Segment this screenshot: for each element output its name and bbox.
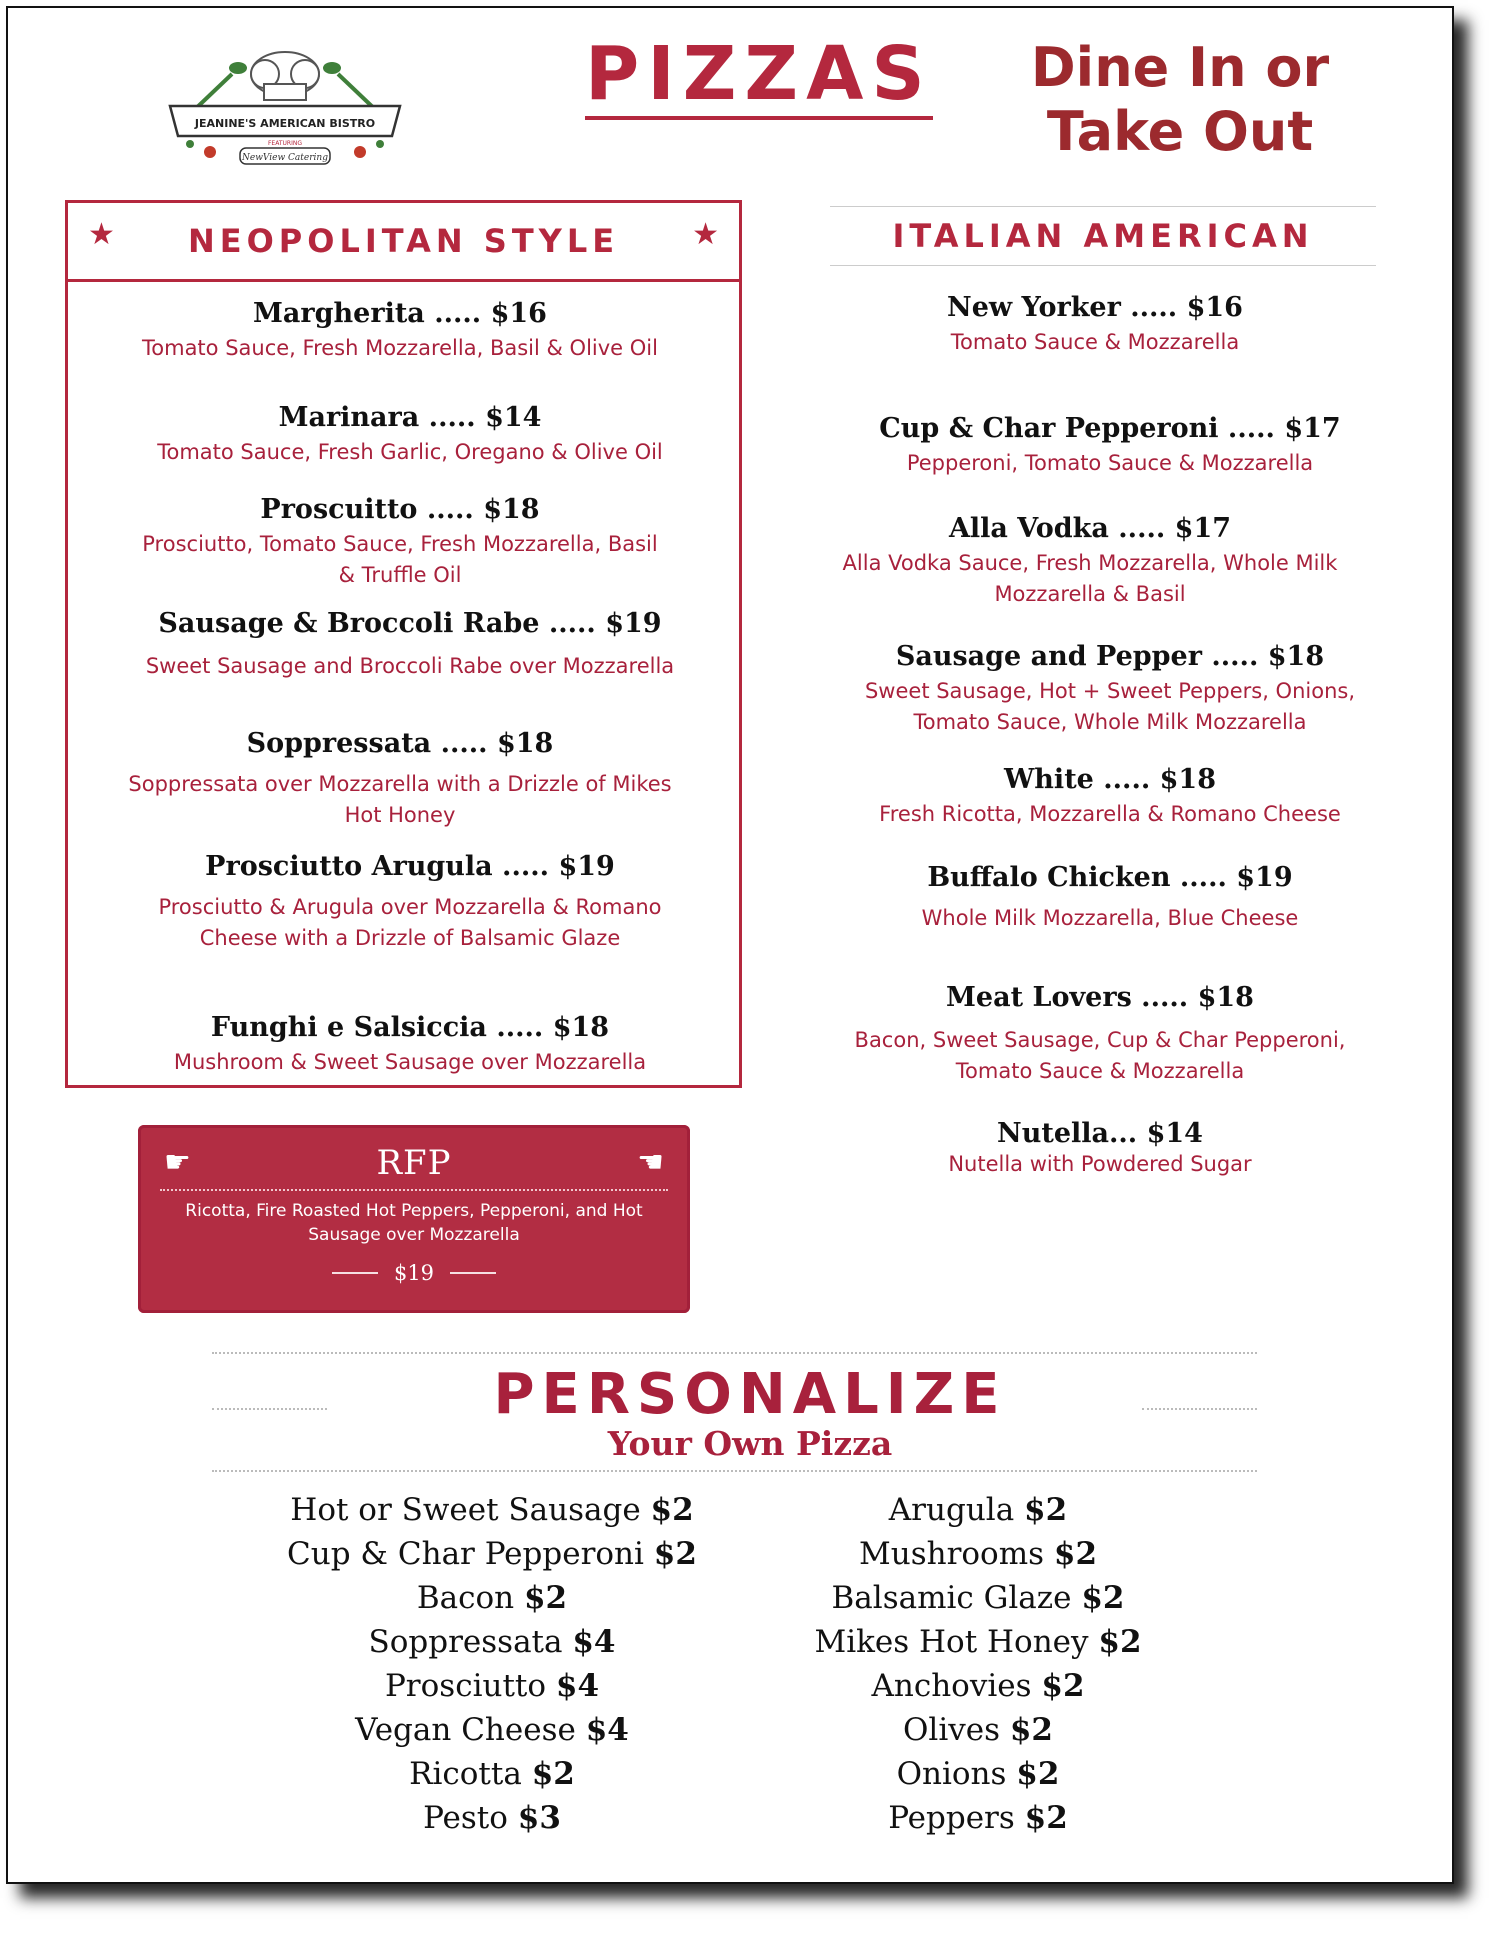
item-name: Margherita ..... $16 [253,298,547,329]
neapolitan-header [68,203,739,282]
logo-sub: NewView Catering [242,153,328,163]
pointing-hand-icon: ☚ [637,1145,664,1180]
topping-item [242,1752,742,1796]
italian-american-header [830,206,1376,266]
menu-item [820,982,1380,1087]
topping-item [242,1532,742,1576]
divider [160,1189,668,1191]
rfp-price: $19 [393,1261,435,1285]
item-desc: Tomato Sauce, Fresh Garlic, Oregano & Olive Oil [157,440,663,464]
italian-american-title: ITALIAN AMERICAN [892,217,1314,255]
item-name: Meat Lovers ..... $18 [946,982,1254,1013]
divider [332,1272,378,1274]
toppings-left [242,1488,742,1840]
topping-name: Vegan Cheese [355,1712,576,1748]
topping-price: $2 [653,1536,697,1572]
item-name: New Yorker ..... $16 [947,292,1243,323]
topping-item [728,1664,1228,1708]
toppings-right [728,1488,1228,1840]
item-name: Marinara ..... $14 [278,402,542,433]
page-title: PIZZAS [585,36,933,120]
topping-name: Anchovies [871,1668,1032,1704]
item-name: Nutella... $14 [997,1118,1203,1149]
topping-name: Onions [896,1756,1007,1792]
item-desc: Nutella with Powdered Sugar [948,1152,1252,1176]
topping-price: $4 [555,1668,600,1704]
dine-line-2: Take Out [1046,99,1314,163]
bistro-logo [160,44,410,172]
topping-name: Olives [902,1712,1000,1748]
topping-price: $2 [523,1580,568,1616]
topping-item [728,1708,1228,1752]
item-desc: Whole Milk Mozzarella, Blue Cheese [921,906,1299,930]
personalize-title: PERSONALIZE [493,1362,1007,1427]
menu-item [830,862,1390,934]
topping-name: Arugula [888,1492,1015,1528]
menu-item [820,1118,1380,1180]
topping-price: $2 [1009,1712,1053,1748]
topping-name: Prosciutto [384,1668,547,1704]
dine-line-1: Dine In or [1030,36,1330,99]
item-desc: Tomato Sauce & Mozzarella [950,330,1240,354]
item-desc: Alla Vodka Sauce, Fresh Mozzarella, Whole Milk Mozzarella & Basil [842,551,1338,606]
menu-item [120,728,680,831]
item-name: Sausage & Broccoli Rabe ..... $19 [158,608,662,639]
item-desc: Prosciutto, Tomato Sauce, Fresh Mozzarella, Basil & Truffle Oil [142,532,658,587]
rfp-desc: Ricotta, Fire Roasted Hot Peppers, Pepperoni, and Hot Sausage over Mozzarella [185,1201,643,1245]
topping-price: $2 [1024,1800,1068,1836]
menu-item [130,851,690,954]
topping-item [242,1620,742,1664]
item-name: Proscuitto ..... $18 [260,494,540,525]
dine-in-take-out [1030,36,1330,163]
menu-item [830,413,1390,479]
rfp-price-row [138,1261,690,1285]
topping-item [728,1532,1228,1576]
item-desc: Bacon, Sweet Sausage, Cup & Char Pepperoni, Tomato Sauce & Mozzarella [854,1028,1346,1083]
menu-item [140,608,680,682]
topping-price: $4 [585,1712,629,1748]
leaf-icon [186,140,194,148]
topping-item [728,1488,1228,1532]
divider [212,1470,1257,1472]
item-name: Cup & Char Pepperoni ..... $17 [879,413,1341,444]
menu-item [120,1012,700,1078]
topping-name: Bacon [416,1580,515,1616]
item-name: White ..... $18 [1003,764,1217,795]
topping-item [242,1664,742,1708]
topping-item [242,1796,742,1840]
menu-item [110,402,710,468]
star-icon: ★ [88,217,115,252]
item-desc: Fresh Ricotta, Mozzarella & Romano Cheese [879,802,1341,826]
neapolitan-title: NEOPOLITAN STYLE [187,222,620,260]
topping-item [728,1620,1228,1664]
chef-hat-icon [251,52,319,100]
topping-item [728,1576,1228,1620]
item-desc: Pepperoni, Tomato Sauce & Mozzarella [906,451,1314,475]
item-name: Soppressata ..... $18 [246,728,554,759]
menu-item [830,641,1390,738]
item-desc: Sweet Sausage and Broccoli Rabe over Mozzarella [145,654,675,678]
item-name: Funghi e Salsiccia ..... $18 [210,1012,610,1043]
topping-item [242,1576,742,1620]
topping-name: Cup & Char Pepperoni [287,1536,644,1572]
topping-item [242,1708,742,1752]
topping-name: Pesto [423,1800,508,1836]
personalize-subtitle: Your Own Pizza [607,1424,893,1463]
topping-price: $2 [531,1756,575,1792]
topping-price: $2 [1098,1624,1142,1660]
topping-name: Hot or Sweet Sausage [290,1492,641,1528]
topping-name: Soppressata [368,1624,563,1660]
tomato-icon [354,146,366,158]
divider [450,1272,496,1274]
divider [212,1352,1257,1354]
topping-price: $3 [517,1800,561,1836]
topping-name: Balsamic Glaze [831,1580,1072,1616]
tomato-icon [204,146,216,158]
item-name: Prosciutto Arugula ..... $19 [205,851,615,882]
pointing-hand-icon: ☛ [164,1145,191,1180]
item-desc: Prosciutto & Arugula over Mozzarella & Romano Cheese with a Drizzle of Balsamic Glaze [158,895,662,950]
item-name: Sausage and Pepper ..... $18 [895,641,1325,672]
topping-price: $2 [1024,1492,1068,1528]
leaf-icon [376,140,384,148]
topping-item [728,1752,1228,1796]
topping-price: $4 [572,1624,616,1660]
topping-price: $2 [1081,1580,1125,1616]
item-desc: Mushroom & Sweet Sausage over Mozzarella [173,1050,647,1074]
menu-item [800,513,1380,610]
logo-featuring: FEATURING [267,140,303,147]
item-desc: Sweet Sausage, Hot + Sweet Peppers, Onions, Tomato Sauce, Whole Milk Mozzarella [864,679,1356,734]
topping-name: Mikes Hot Honey [814,1624,1089,1660]
menu-item [120,298,680,364]
item-name: Buffalo Chicken ..... $19 [927,862,1293,893]
topping-name: Peppers [888,1800,1015,1836]
topping-name: Ricotta [409,1756,522,1792]
menu-item [830,764,1390,830]
topping-item [242,1488,742,1532]
item-desc: Soppressata over Mozzarella with a Drizzle of Mikes Hot Honey [128,772,672,827]
rfp-special [138,1125,690,1313]
topping-item [728,1796,1228,1840]
menu-item [830,292,1360,358]
star-icon: ★ [692,217,719,252]
rfp-title: RFP [376,1143,452,1183]
topping-price: $2 [1016,1756,1060,1792]
topping-price: $2 [650,1492,694,1528]
topping-price: $2 [1053,1536,1098,1572]
topping-name: Mushrooms [858,1536,1045,1572]
topping-price: $2 [1041,1668,1085,1704]
logo-name: JEANINE'S AMERICAN BISTRO [194,117,376,130]
item-name: Alla Vodka ..... $17 [948,513,1232,544]
item-desc: Tomato Sauce, Fresh Mozzarella, Basil & Olive Oil [142,336,658,360]
menu-item [140,494,660,591]
